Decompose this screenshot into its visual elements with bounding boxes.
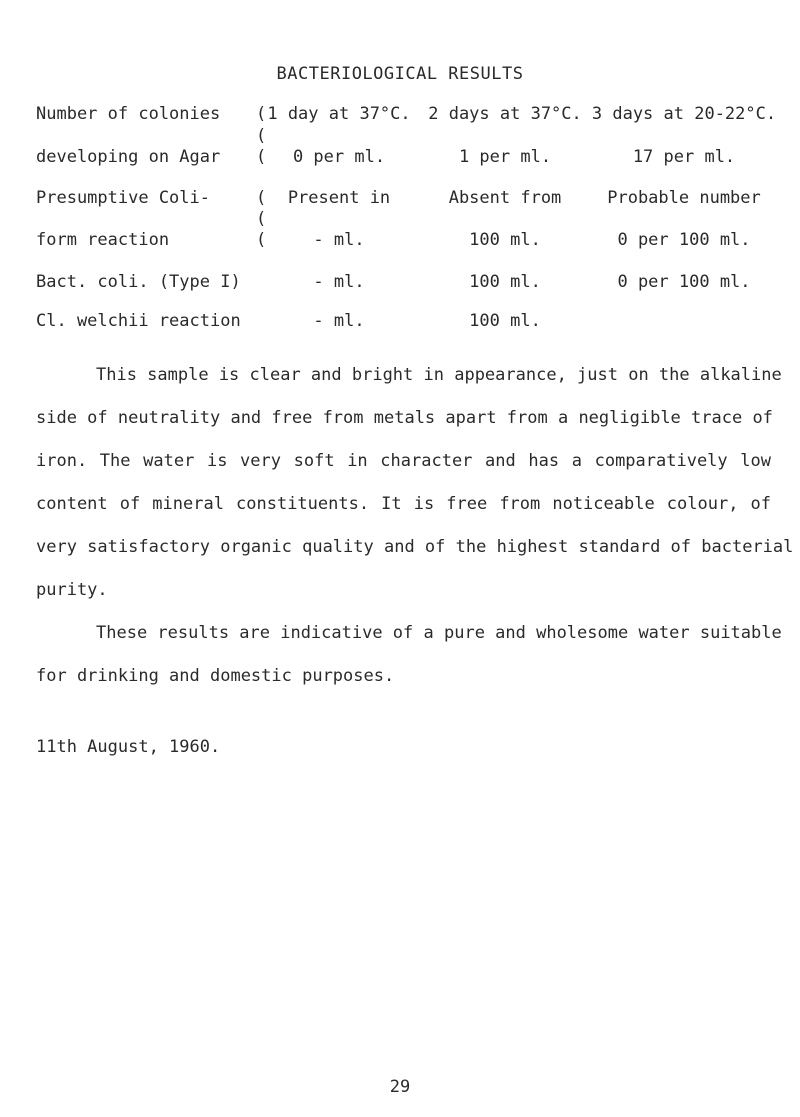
page-number: 29	[389, 1077, 411, 1097]
coliform-col1-value: - ml.	[313, 230, 365, 250]
paragraph-line: for drinking and domestic purposes.	[36, 666, 395, 686]
bracket-glyph: (	[256, 209, 267, 229]
colonies-col1-value: 0 per ml.	[292, 147, 386, 167]
bact-coli-col2-value: 100 ml.	[469, 272, 541, 292]
coliform-label-line2: form reaction	[36, 230, 170, 250]
coliform-label-line1: Presumptive Coli-	[36, 188, 210, 208]
colonies-label-line1: Number of colonies	[36, 104, 221, 124]
paragraph-line: purity.	[36, 580, 108, 600]
bact-coli-col3-value: 0 per 100 ml.	[617, 272, 751, 292]
paragraph-line: These results are indicative of a pure and wholesome water suitable	[96, 623, 782, 643]
colonies-col3-value: 17 per ml.	[632, 147, 736, 167]
coliform-col2-value: 100 ml.	[469, 230, 541, 250]
section-heading: BACTERIOLOGICAL RESULTS	[276, 64, 524, 84]
coliform-col1-heading: Present in	[287, 188, 391, 208]
colonies-col3-heading: 3 days at 20-22°C.	[591, 104, 777, 124]
bracket-glyph: (	[256, 230, 267, 250]
coliform-col3-heading: Probable number	[607, 188, 761, 208]
bact-coli-col1-value: - ml.	[313, 272, 365, 292]
bracket-glyph: (	[256, 147, 267, 167]
coliform-col3-value: 0 per 100 ml.	[617, 230, 751, 250]
paragraph-line: content of mineral constituents. It is free from noticeable colour, of	[36, 494, 771, 514]
colonies-col1-heading: 1 day at 37°C.	[267, 104, 411, 124]
colonies-label-line2: developing on Agar	[36, 147, 221, 167]
bracket-glyph: (	[256, 188, 267, 208]
colonies-col2-value: 1 per ml.	[458, 147, 552, 167]
coliform-col2-heading: Absent from	[448, 188, 562, 208]
paragraph-line: side of neutrality and free from metals apart from a negligible trace of	[36, 408, 773, 428]
bracket-glyph: (	[256, 104, 267, 124]
welchii-col2-value: 100 ml.	[469, 311, 541, 331]
paragraph-line: very satisfactory organic quality and of the highest standard of bacterial	[36, 537, 794, 557]
welchii-col1-value: - ml.	[313, 311, 365, 331]
paragraph-line: This sample is clear and bright in appearance, just on the alkaline	[96, 365, 782, 385]
bact-coli-label: Bact. coli. (Type I)	[36, 272, 241, 292]
document-date: 11th August, 1960.	[36, 737, 221, 757]
paragraph-line: iron. The water is very soft in character and has a comparatively low	[36, 451, 771, 471]
colonies-col2-heading: 2 days at 37°C.	[428, 104, 582, 124]
bracket-glyph: (	[256, 126, 267, 146]
welchii-label: Cl. welchii reaction	[36, 311, 241, 331]
